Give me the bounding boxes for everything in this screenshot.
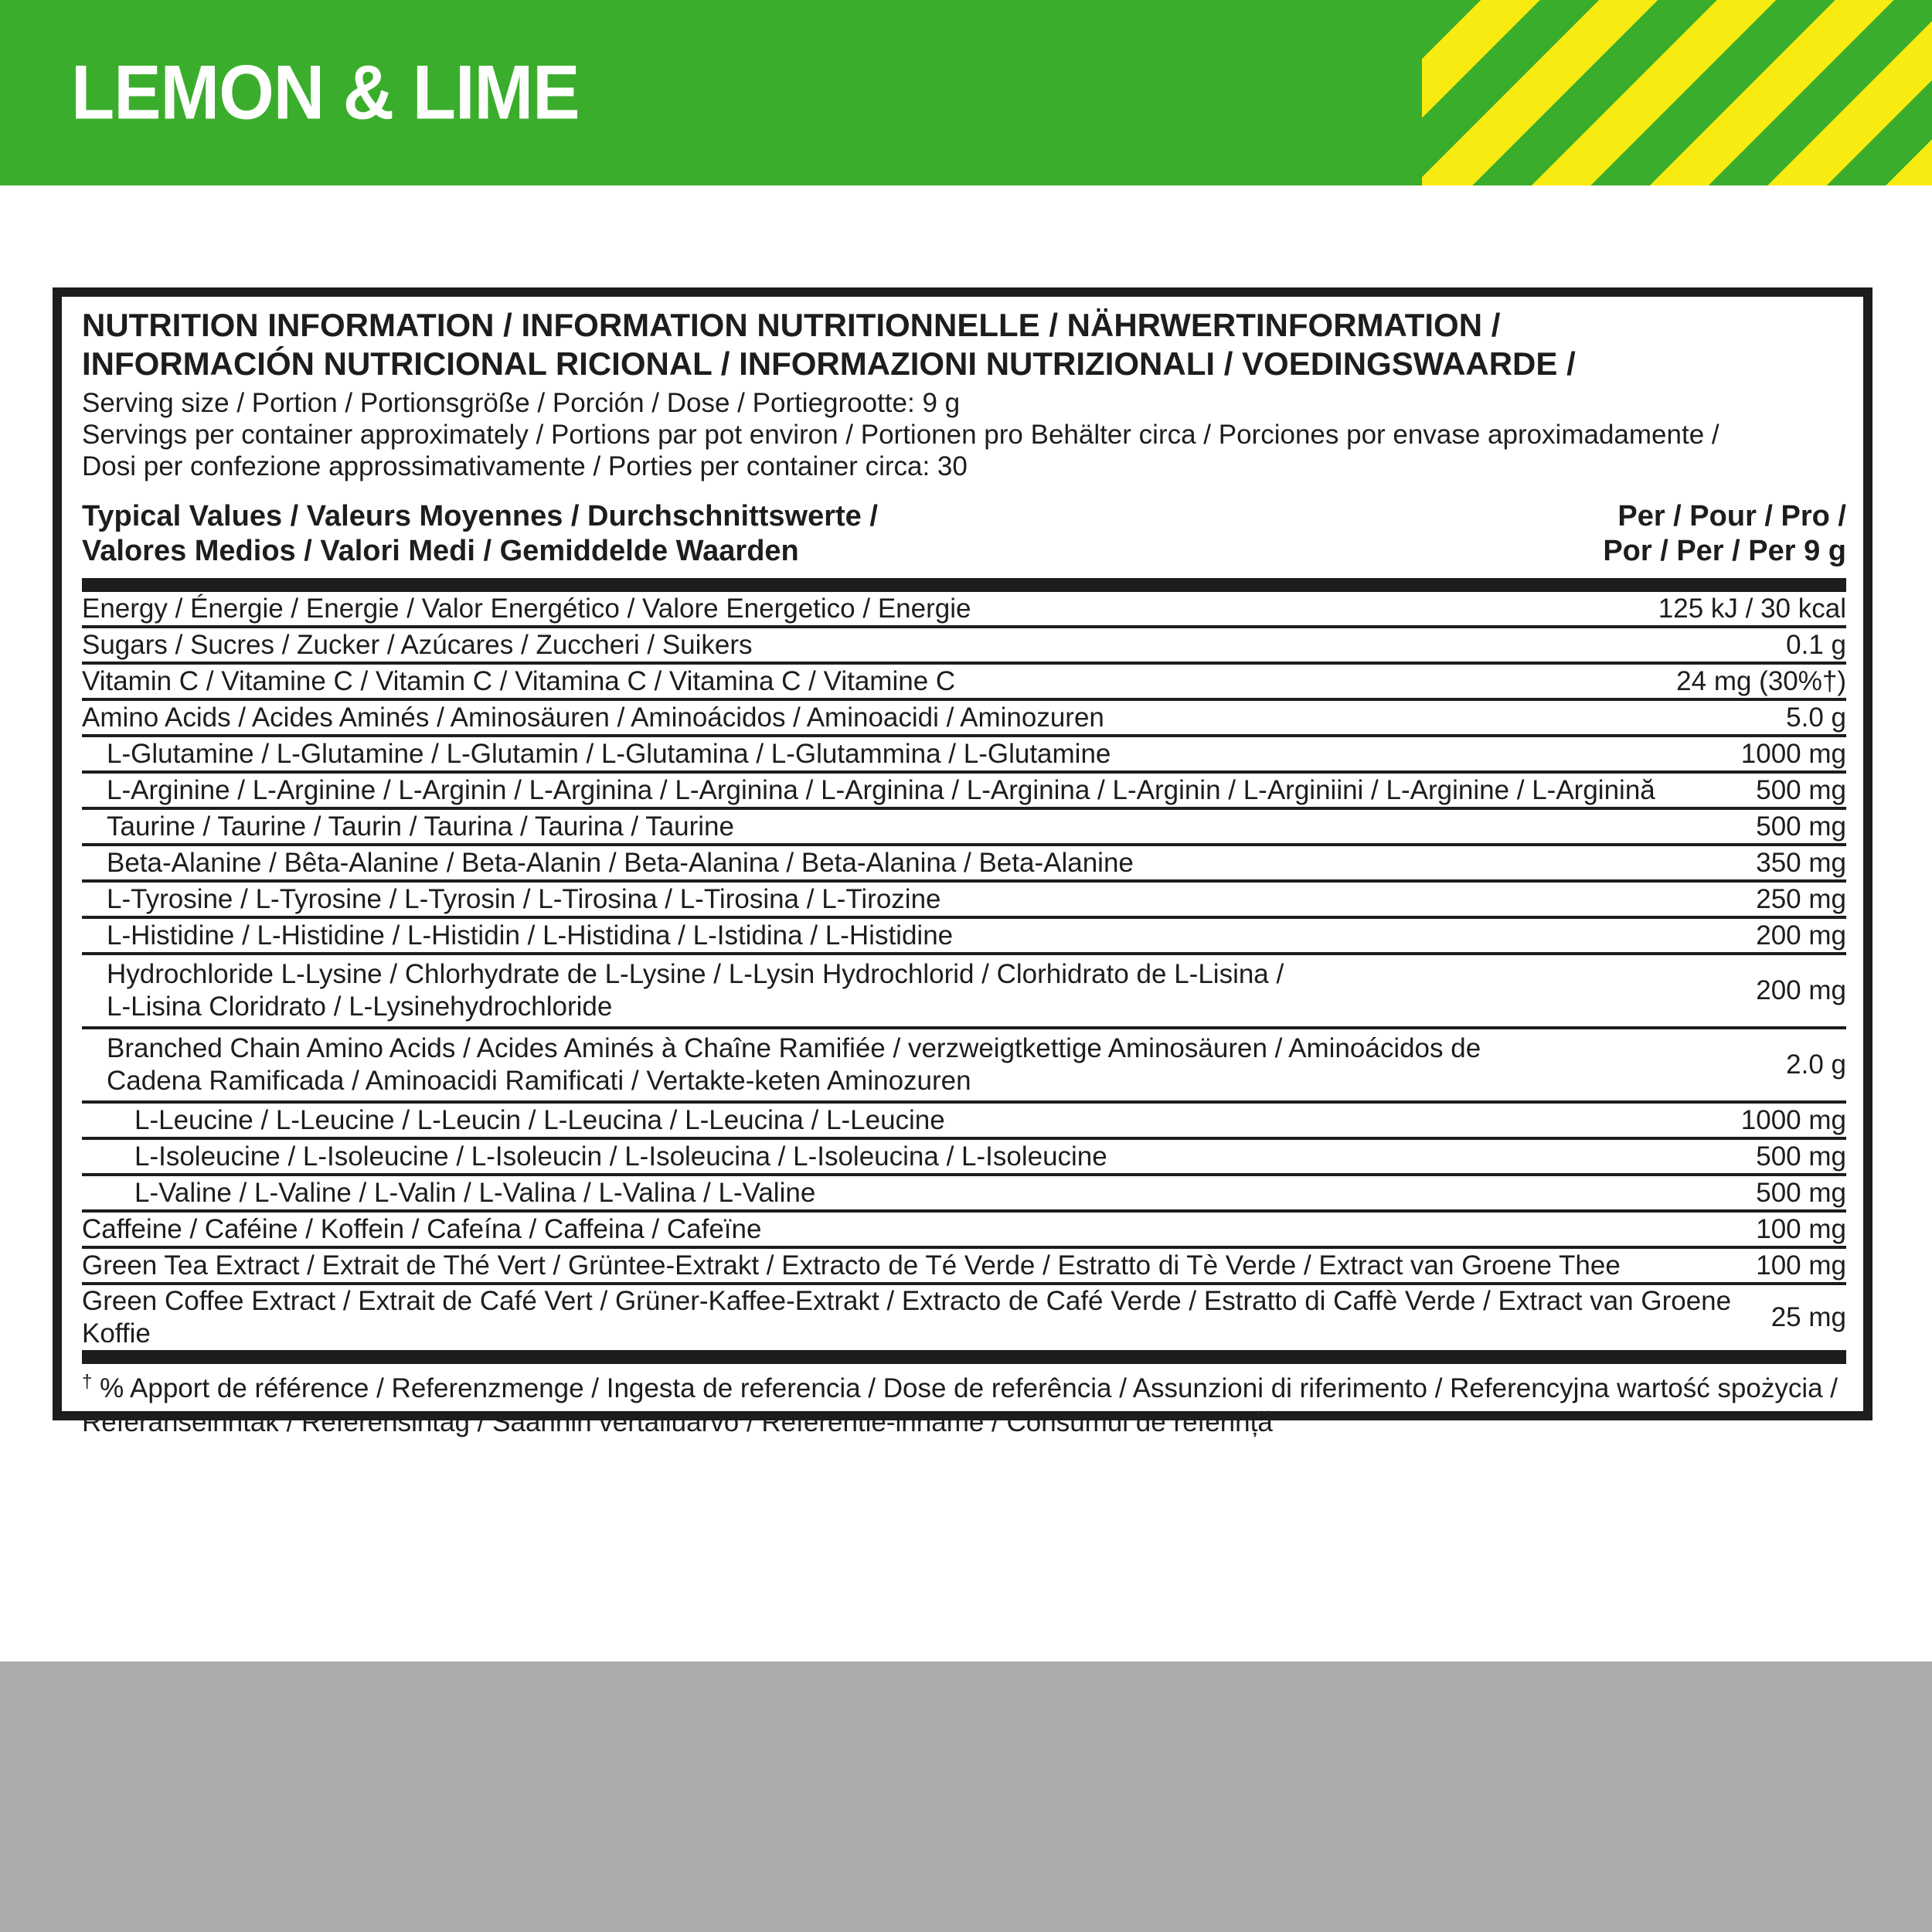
row-label: L-Histidine / L-Histidine / L-Histidin / L-Histidina / L-Istidina / L-Histidine xyxy=(107,920,954,951)
table-row xyxy=(82,919,1846,955)
row-label: L-Arginine / L-Arginine / L-Arginin / L-Arginina / L-Arginina / L-Arginina / L-Arginina / L-Arginin / L-Arginiini / L-Arginine / L-Arginină xyxy=(107,774,1655,805)
row-label: Green Coffee Extract / Extrait de Café Vert / Grüner-Kaffee-Extrakt / Extracto de Café Verde / Estratto di Caffè Verde / Extract van Groene Koffie xyxy=(82,1286,1732,1349)
row-value: 5.0 g xyxy=(1786,702,1846,733)
panel-title xyxy=(82,306,1846,383)
row-value: 1000 mg xyxy=(1740,1104,1846,1135)
row-label: Sugars / Sucres / Zucker / Azúcares / Zuccheri / Suikers xyxy=(82,629,753,660)
table-row xyxy=(82,883,1846,919)
row-value: 200 mg xyxy=(1756,975,1846,1005)
table-row xyxy=(82,1140,1846,1176)
diagonal-stripes-decoration xyxy=(1422,0,1932,185)
panel-title-line1: NUTRITION INFORMATION / INFORMATION NUTRITIONNELLE / NÄHRWERTINFORMATION / xyxy=(82,307,1501,343)
row-label: L-Tyrosine / L-Tyrosine / L-Tyrosin / L-Tirosina / L-Tirosina / L-Tirozine xyxy=(107,883,941,914)
row-label: Caffeine / Caféine / Koffein / Cafeína / Caffeina / Cafeïne xyxy=(82,1213,762,1244)
table-row xyxy=(82,955,1846,1029)
row-label: L-Isoleucine / L-Isoleucine / L-Isoleucin / L-Isoleucina / L-Isoleucina / L-Isoleucine xyxy=(134,1141,1107,1172)
footnote-line1 xyxy=(82,1372,1846,1406)
row-label: L-Valine / L-Valine / L-Valin / L-Valina / L-Valina / L-Valine xyxy=(134,1177,816,1208)
table-header-left xyxy=(82,499,878,569)
table-row xyxy=(82,774,1846,810)
row-value: 0.1 g xyxy=(1786,629,1846,660)
serving-size-line: Serving size / Portion / Portionsgröße / Porción / Dose / Portiegrootte: 9 g xyxy=(82,388,961,418)
typical-values-line2: Valores Medios / Valori Medi / Gemiddelde Waarden xyxy=(82,535,799,567)
row-value: 125 kJ / 30 kcal xyxy=(1658,593,1846,624)
table-row xyxy=(82,1285,1846,1350)
flavor-title: LEMON & LIME xyxy=(71,49,580,135)
row-value: 2.0 g xyxy=(1786,1049,1846,1080)
dagger-symbol: † xyxy=(82,1371,93,1393)
divider-bar-bottom xyxy=(82,1350,1846,1364)
row-value: 250 mg xyxy=(1756,883,1846,914)
row-value: 500 mg xyxy=(1756,1141,1846,1172)
divider-bar-top xyxy=(82,578,1846,592)
table-row xyxy=(82,592,1846,628)
table-row xyxy=(82,1213,1846,1249)
table-row xyxy=(82,1176,1846,1213)
table-row xyxy=(82,1249,1846,1285)
table-row xyxy=(82,810,1846,846)
serving-info xyxy=(82,387,1846,482)
footnote-line2: Referanseinntak / Referensintag / Saannin vertailuarvo / Referentie-inname / Consumul de referință xyxy=(82,1407,1273,1437)
table-header-right xyxy=(1603,499,1846,569)
row-label: Taurine / Taurine / Taurin / Taurina / Taurina / Taurine xyxy=(107,811,734,842)
row-value: 1000 mg xyxy=(1740,738,1846,769)
table-row xyxy=(82,628,1846,665)
footnote-line1-text: % Apport de référence / Referenzmenge / Ingesta de referencia / Dose de referência / Assunzioni di riferimento / Referencyjna wartość spożycia / xyxy=(100,1373,1838,1403)
row-label: Beta-Alanine / Bêta-Alanine / Beta-Alanin / Beta-Alanina / Beta-Alanina / Beta-Alanine xyxy=(107,847,1134,878)
row-value: 25 mg xyxy=(1770,1302,1846,1332)
servings-per-container-line1: Servings per container approximately / Portions par pot environ / Portionen pro Behälter circa / Porciones por envase aproximadamente / xyxy=(82,420,1719,450)
table-row xyxy=(82,1104,1846,1140)
row-label: Amino Acids / Acides Aminés / Aminosäuren / Aminoácidos / Aminoacidi / Aminozuren xyxy=(82,702,1104,733)
row-label: Green Tea Extract / Extrait de Thé Vert / Grüntee-Extrakt / Extracto de Té Verde / Estratto di Tè Verde / Extract van Groene Thee xyxy=(82,1250,1621,1281)
row-value: 350 mg xyxy=(1756,847,1846,878)
row-value: 200 mg xyxy=(1756,920,1846,951)
flavor-banner xyxy=(0,0,1932,185)
table-rows xyxy=(82,592,1846,1350)
per-serving-line1: Per / Pour / Pro / xyxy=(1617,500,1846,532)
row-value: 100 mg xyxy=(1756,1213,1846,1244)
table-row xyxy=(82,737,1846,774)
servings-per-container-line2: Dosi per confezione approssimativamente / Porties per container circa: 30 xyxy=(82,451,968,481)
row-label: Vitamin C / Vitamine C / Vitamin C / Vitamina C / Vitamina C / Vitamine C xyxy=(82,665,956,696)
table-row xyxy=(82,1029,1846,1104)
typical-values-line1: Typical Values / Valeurs Moyennes / Durchschnittswerte / xyxy=(82,500,878,532)
per-serving-line2: Por / Per / Per 9 g xyxy=(1603,535,1846,567)
row-value: 24 mg (30%†) xyxy=(1676,665,1846,696)
row-label: Energy / Énergie / Energie / Valor Energético / Valore Energetico / Energie xyxy=(82,593,971,624)
panel-title-line2: INFORMACIÓN NUTRICIONAL RICIONAL / INFORMAZIONI NUTRIZIONALI / VOEDINGSWAARDE / xyxy=(82,345,1576,382)
nutrition-panel xyxy=(53,287,1872,1437)
row-value: 500 mg xyxy=(1756,1177,1846,1208)
bottom-gray-band xyxy=(0,1662,1932,1932)
row-label: L-Leucine / L-Leucine / L-Leucin / L-Leucina / L-Leucina / L-Leucine xyxy=(134,1104,945,1135)
row-value: 500 mg xyxy=(1756,811,1846,842)
table-header xyxy=(82,499,1846,569)
row-label: Branched Chain Amino Acids / Acides Aminés à Chaîne Ramifiée / verzweigtkettige Aminosäuren / Aminoácidos de Cadena Ramificada / Aminoacidi Ramificati / Vertakte-keten Aminozuren xyxy=(107,1033,1481,1096)
row-value: 500 mg xyxy=(1756,774,1846,805)
table-row xyxy=(82,846,1846,883)
row-value: 100 mg xyxy=(1756,1250,1846,1281)
row-label: L-Glutamine / L-Glutamine / L-Glutamin / L-Glutamina / L-Glutammina / L-Glutamine xyxy=(107,738,1111,769)
row-label: Hydrochloride L-Lysine / Chlorhydrate de L-Lysine / L-Lysin Hydrochlorid / Clorhidrato de L-Lisina / L-Lisina Cloridrato / L-Lysinehydrochloride xyxy=(107,959,1284,1022)
table-row xyxy=(82,701,1846,737)
table-row xyxy=(82,665,1846,701)
footnote xyxy=(82,1372,1846,1440)
